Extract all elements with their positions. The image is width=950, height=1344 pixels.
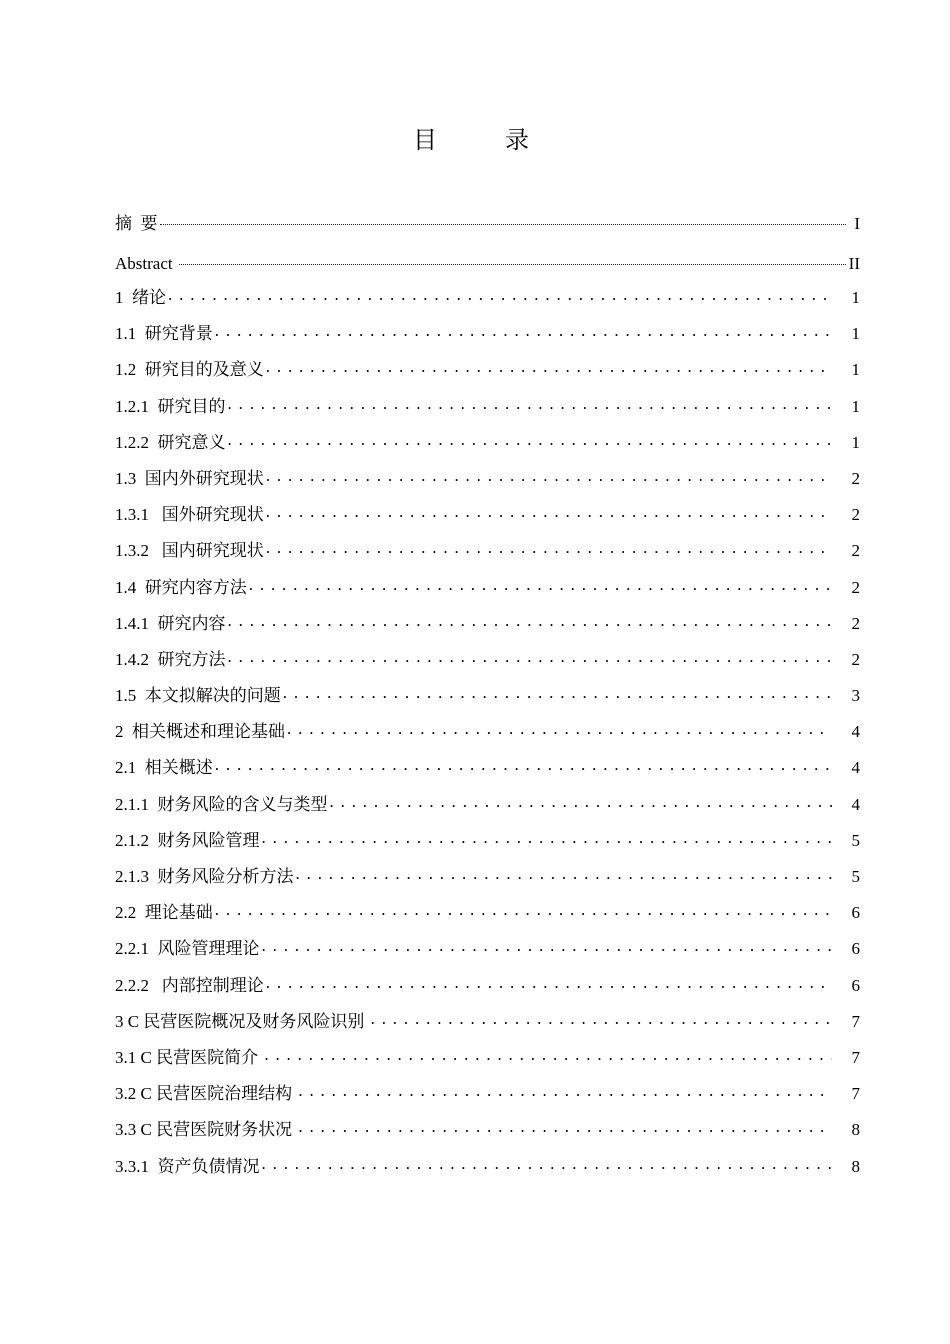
toc-entry[interactable] — [115, 1004, 860, 1040]
toc-entry-label: 2.1.3 财务风险分析方法 — [115, 867, 294, 886]
toc-entry[interactable] — [115, 570, 860, 606]
toc-entry-page: 8 — [851, 1120, 860, 1140]
toc-leader — [283, 681, 832, 701]
toc-entry-label: 1 绪论 — [115, 288, 166, 307]
toc-leader — [298, 1115, 832, 1135]
toc-entry-page: 8 — [851, 1156, 860, 1176]
toc-entry[interactable] — [115, 316, 860, 352]
toc-leader — [298, 1079, 832, 1099]
toc-entry-label: 2.2.2 内部控制理论 — [115, 975, 264, 995]
toc-entry-page: II — [848, 254, 860, 273]
toc-entry[interactable] — [115, 750, 860, 786]
toc-leader — [168, 283, 832, 303]
toc-entry[interactable] — [115, 642, 860, 678]
toc-entry[interactable] — [115, 968, 860, 1004]
toc-leader — [228, 392, 833, 412]
toc-entry-page: 1 — [851, 360, 860, 380]
toc-entry[interactable] — [115, 787, 860, 823]
toc-entry-page: 1 — [851, 432, 860, 452]
toc-entry-label: 1.4 研究内容方法 — [115, 577, 247, 597]
toc-leader — [266, 464, 832, 484]
toc-entry-label: 1.2.2 研究意义 — [115, 432, 226, 452]
toc-entry-page: 2 — [851, 649, 860, 669]
toc-entry-page: 6 — [851, 903, 860, 923]
toc-entry-label: 3 C 民营医院概况及财务风险识别 — [115, 1011, 369, 1031]
toc-entry-page: 1 — [851, 396, 860, 416]
toc-leader — [296, 862, 833, 882]
toc-entry-label: 1.3 国内外研究现状 — [115, 468, 264, 488]
toc-entry[interactable] — [115, 931, 860, 967]
toc-entry-page: I — [854, 214, 860, 233]
toc-leader — [249, 573, 832, 593]
toc-entry-label: 1.4.1 研究内容 — [115, 613, 226, 633]
toc-entry-page: 2 — [851, 541, 860, 561]
toc-entry[interactable] — [115, 246, 860, 280]
toc-entry[interactable] — [115, 280, 860, 316]
toc-entry-page: 7 — [851, 1011, 860, 1031]
toc-leader — [287, 717, 832, 737]
toc-entry-label: Abstract — [115, 254, 177, 273]
toc-entry-label: 3.3 C 民营医院财务状况 — [115, 1120, 297, 1140]
toc-leader — [215, 753, 832, 773]
toc-leader — [264, 1043, 832, 1063]
toc-leader — [266, 500, 832, 520]
toc-entry[interactable] — [115, 823, 860, 859]
toc-entry[interactable] — [115, 206, 860, 246]
toc-entry[interactable] — [115, 352, 860, 388]
toc-leader — [266, 355, 832, 375]
toc-entry-label: 2.1 相关概述 — [115, 758, 213, 778]
toc-leader — [262, 1152, 833, 1172]
toc-entry[interactable] — [115, 895, 860, 931]
toc-entry-page: 1 — [851, 324, 860, 344]
toc-entry[interactable] — [115, 497, 860, 533]
toc-entry-page: 5 — [851, 830, 860, 850]
toc-leader — [179, 249, 846, 269]
toc-entry-label: 2.2.1 风险管理理论 — [115, 939, 260, 959]
toc-entry-label: 1.3.1 国外研究现状 — [115, 505, 264, 525]
toc-entry-page: 4 — [851, 794, 860, 814]
toc-entry[interactable] — [115, 389, 860, 425]
toc-entry-label: 2.1.1 财务风险的含义与类型 — [115, 794, 328, 814]
toc-entry[interactable] — [115, 1149, 860, 1185]
toc-entry-label: 1.2.1 研究目的 — [115, 396, 226, 416]
toc-entry[interactable] — [115, 1112, 860, 1148]
toc-entry[interactable] — [115, 606, 860, 642]
toc-leader — [262, 826, 833, 846]
toc-leader — [215, 898, 832, 918]
toc-entry-label: 1.3.2 国内研究现状 — [115, 541, 264, 561]
toc-entry-label: 1.5 本文拟解决的问题 — [115, 686, 281, 706]
page-title: 目 录 — [413, 126, 551, 154]
toc-entry[interactable] — [115, 714, 860, 750]
toc-entry-label: 1.1 研究背景 — [115, 324, 213, 344]
toc-entry[interactable] — [115, 461, 860, 497]
toc-entry-page: 2 — [851, 468, 860, 488]
toc-entry[interactable] — [115, 1076, 860, 1112]
toc-list — [115, 206, 860, 1185]
toc-entry[interactable] — [115, 678, 860, 714]
toc-entry-page: 4 — [851, 722, 860, 742]
toc-leader — [330, 790, 833, 810]
toc-leader — [228, 645, 833, 665]
toc-entry-label: 3.3.1 资产负债情况 — [115, 1156, 260, 1176]
toc-entry[interactable] — [115, 533, 860, 569]
toc-entry-page: 2 — [851, 577, 860, 597]
toc-entry-page: 6 — [851, 939, 860, 959]
toc-entry-label: 2 相关概述和理论基础 — [115, 722, 285, 742]
toc-entry-label: 2.1.2 财务风险管理 — [115, 830, 260, 850]
toc-entry[interactable] — [115, 425, 860, 461]
toc-entry-label: 2.2 理论基础 — [115, 903, 213, 923]
toc-entry-page: 5 — [851, 867, 860, 886]
toc-entry-label: 1.2 研究目的及意义 — [115, 360, 264, 380]
toc-entry-page: 2 — [851, 613, 860, 633]
toc-leader — [266, 536, 832, 556]
toc-entry-page: 4 — [851, 758, 860, 778]
toc-leader — [371, 1007, 832, 1027]
toc-entry-label: 3.1 C 民营医院简介 — [115, 1047, 263, 1067]
toc-leader — [262, 934, 833, 954]
toc-entry-page: 7 — [851, 1047, 860, 1067]
toc-leader — [215, 319, 832, 339]
toc-entry-label: 3.2 C 民营医院治理结构 — [115, 1084, 297, 1104]
toc-entry-page: 2 — [851, 505, 860, 525]
toc-leader — [160, 209, 847, 229]
toc-entry-page: 1 — [851, 288, 860, 307]
toc-entry-label: 1.4.2 研究方法 — [115, 649, 226, 669]
toc-leader — [228, 428, 833, 448]
toc-entry-page: 6 — [851, 975, 860, 995]
toc-entry-page: 3 — [851, 686, 860, 706]
toc-entry[interactable] — [115, 1040, 860, 1076]
toc-leader — [266, 971, 832, 991]
toc-entry[interactable] — [115, 859, 860, 895]
toc-entry-page: 7 — [851, 1084, 860, 1104]
toc-entry-label: 摘 要 — [115, 214, 158, 233]
toc-leader — [228, 609, 833, 629]
